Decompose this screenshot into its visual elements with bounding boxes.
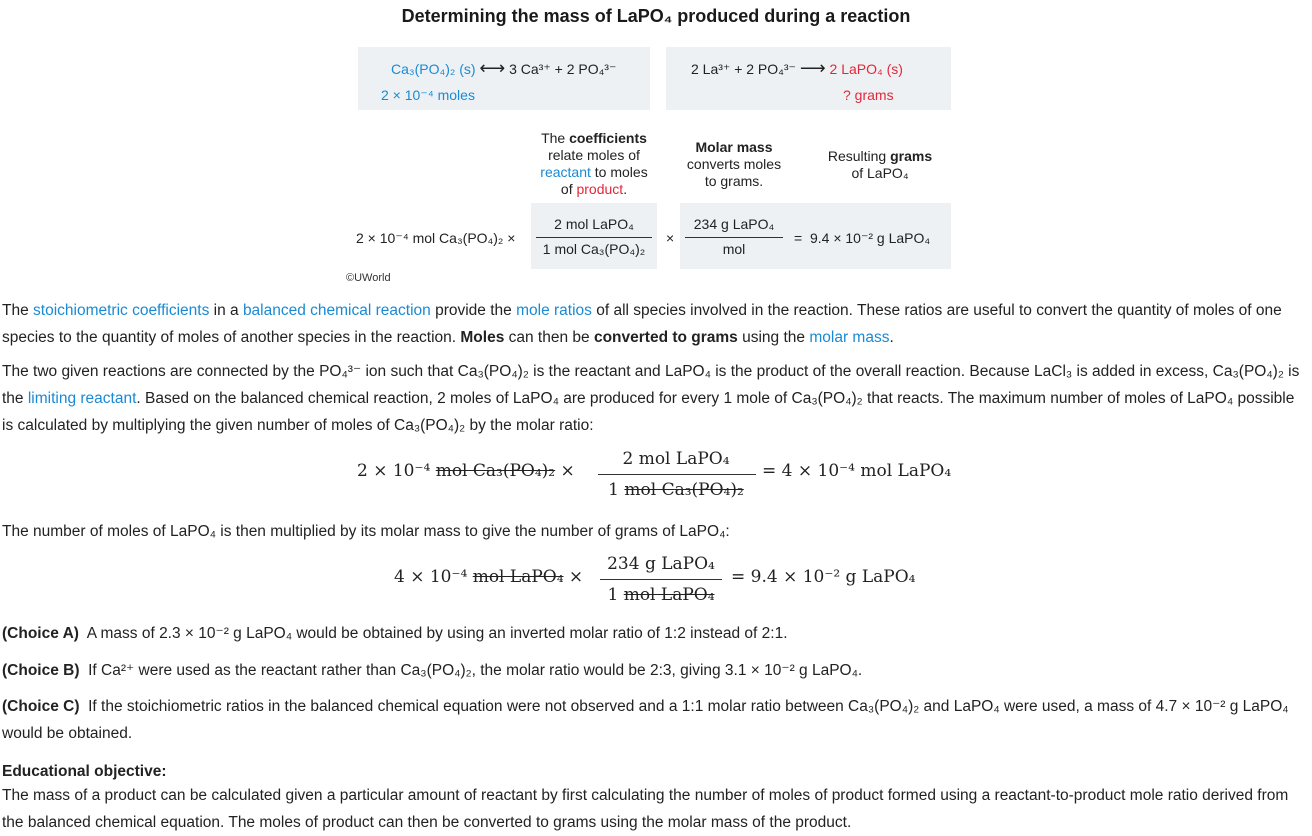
choice-c: (Choice C) If the stoichiometric ratios in the balanced chemical equation were not observed and a 1:1 molar ratio between Ca₃(PO₄)₂ and LaPO₄ were used, a mass of 4.7 × 10⁻² g LaPO₄ would be obtained.: [2, 698, 1289, 742]
ions-2: 2 La³⁺ + 2 PO₄³⁻: [691, 61, 796, 77]
fig-frac-2: [680, 203, 788, 269]
fig-frac-1: [531, 203, 657, 269]
objective-text: The mass of a product can be calculated given a particular amount of reactant by first calculating the number of moles of product formed using a reactant-to-product mole ratio derived from the balanced chemical equation. The moles of product can then be converted to grams using the molar mass of the product.: [2, 787, 1289, 831]
copyright: ©UWorld: [346, 272, 391, 284]
fig-frac-2-num: 234 g LaPO₄: [693, 216, 775, 232]
label-coefficients: The coefficients relate moles of reactant to moles of product.: [540, 130, 648, 197]
right-arrow-icon: ⟶: [799, 58, 826, 78]
link-mole-ratios[interactable]: mole ratios: [516, 302, 592, 319]
reaction-box-2: [666, 47, 951, 110]
reaction-box-1: [358, 47, 650, 110]
ions: 3 Ca³⁺ + 2 PO₄³⁻: [509, 61, 617, 77]
figure-title: Determining the mass of LaPO₄ produced during a reaction: [401, 6, 911, 26]
fig-frac-2-den: mol: [722, 241, 746, 257]
label-result: Resulting grams of LaPO₄: [827, 148, 933, 181]
fig-result: = 9.4 × 10⁻² g LaPO₄: [794, 230, 931, 246]
paragraph-3: The number of moles of LaPO₄ is then multiplied by its molar mass to give the number of grams of LaPO₄:: [2, 523, 730, 540]
eq2-num: 234 g LaPO₄: [607, 554, 715, 574]
link-molar-mass[interactable]: molar mass: [809, 329, 890, 346]
fig-eq-start: 2 × 10⁻⁴ mol Ca₃(PO₄)₂ ×: [356, 230, 516, 246]
dissolution-reaction: [391, 58, 616, 79]
fig-times: ×: [666, 230, 675, 246]
choice-a: (Choice A) A mass of 2.3 × 10⁻² g LaPO₄ would be obtained by using an inverted molar ratio of 1:2 instead of 2:1.: [2, 625, 788, 642]
objective-heading: Educational objective:: [2, 763, 167, 780]
choice-b: (Choice B) If Ca²⁺ were used as the reactant rather than Ca₃(PO₄)₂, the molar ratio would be 2:3, giving 3.1 × 10⁻² g LaPO₄.: [2, 662, 863, 679]
eq1-left: 2 × 10⁻⁴ mol Ca₃(PO₄)₂ ×: [357, 461, 575, 481]
link-limiting-reactant[interactable]: limiting reactant: [27, 390, 137, 407]
eq2-fraction-bar: [600, 579, 722, 580]
product-amount: ? grams: [843, 87, 894, 103]
eq1-num: 2 mol LaPO₄: [622, 449, 730, 469]
label-molar-mass: Molar mass converts moles to grams.: [686, 139, 782, 189]
eq1-result: = 4 × 10⁻⁴ mol LaPO₄: [762, 461, 952, 481]
fraction-bar: [536, 237, 652, 238]
product-lapo4: 2 LaPO₄ (s): [829, 61, 903, 77]
reactant-amount: 2 × 10⁻⁴ moles: [381, 87, 475, 103]
eq2-result: = 9.4 × 10⁻² g LaPO₄: [731, 567, 916, 587]
eq2-den: 1 mol LaPO₄: [607, 585, 715, 605]
paragraph-1: The stoichiometric coefficients in a balanced chemical reaction provide the mole ratios of all species involved in the reaction. These ratios are useful to convert the quantity of moles of one species to the quantity of moles of another species in the reaction. Moles can then be converted to grams using the molar mass.: [2, 302, 1282, 346]
reactant-ca3po42: Ca₃(PO₄)₂ (s): [391, 61, 476, 77]
eq1-den: 1 mol Ca₃(PO₄)₂: [608, 480, 744, 500]
paragraph-2: The two given reactions are connected by the PO₄³⁻ ion such that Ca₃(PO₄)₂ is the reactant and LaPO₄ is the product of the overall reaction. Because LaCl₃ is added in excess, Ca₃(PO₄)₂ is the limiting reactant. Based on the balanced chemical reaction, 2 moles of LaPO₄ are produced for every 1 mole of Ca₃(PO₄)₂ that reacts. The maximum number of moles of LaPO₄ possible is calculated by multiplying the given number of moles of Ca₃(PO₄)₂ by the molar ratio:: [2, 363, 1300, 434]
double-arrow-icon: ⟷: [479, 58, 506, 78]
precipitation-reaction: [691, 58, 903, 79]
eq2-left: 4 × 10⁻⁴ mol LaPO₄ ×: [394, 567, 584, 587]
fig-result-box: [788, 203, 951, 269]
fig-frac-1-den: 1 mol Ca₃(PO₄)₂: [542, 241, 646, 257]
fraction-bar: [685, 237, 783, 238]
link-stoichiometric-coefficients[interactable]: stoichiometric coefficients: [33, 302, 210, 319]
eq1-fraction-bar: [598, 474, 756, 475]
fig-frac-1-num: 2 mol LaPO₄: [554, 216, 634, 232]
link-balanced-chemical-reaction[interactable]: balanced chemical reaction: [242, 302, 431, 319]
